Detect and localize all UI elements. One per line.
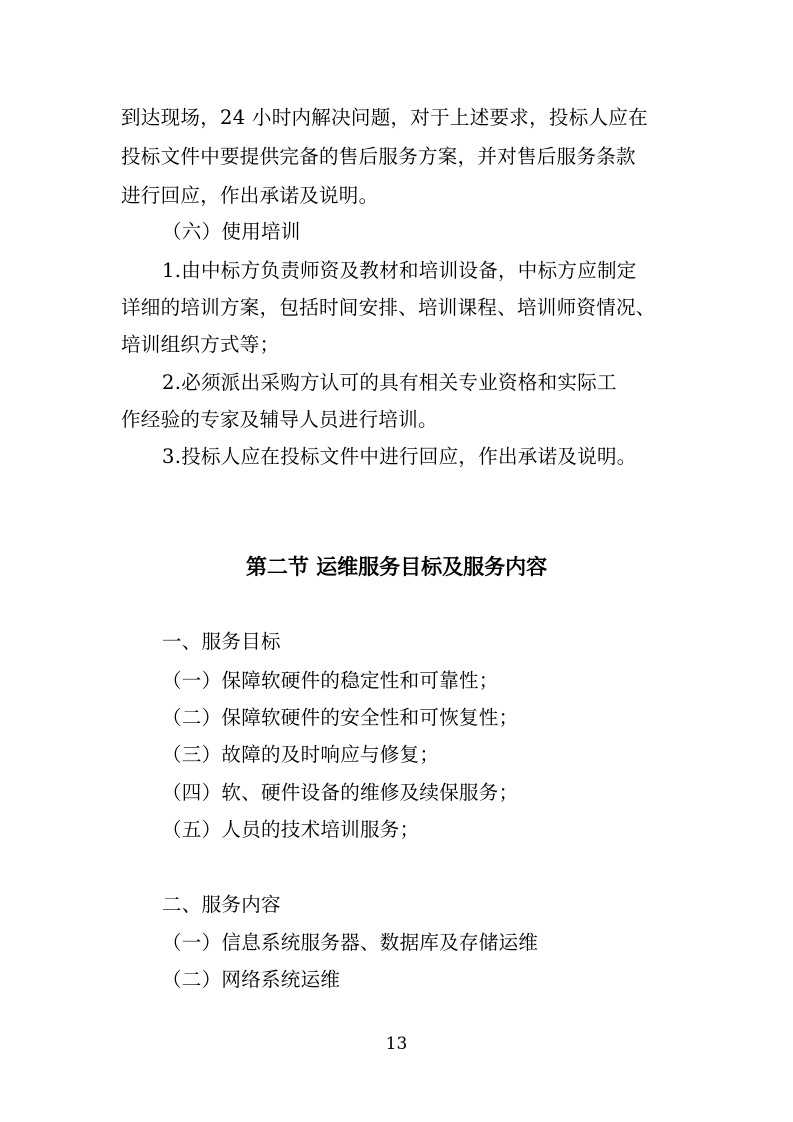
- paragraph-line: 投标文件中要提供完备的售后服务方案，并对售后服务条款: [121, 145, 636, 168]
- list-item: （一）信息系统服务器、数据库及存储运维: [162, 931, 539, 954]
- page-number: 13: [385, 1034, 408, 1054]
- subsection-heading: （六）使用培训: [162, 220, 301, 243]
- paragraph-line: 详细的培训方案，包括时间安排、培训课程、培训师资情况、: [121, 296, 656, 319]
- list-item: （三）故障的及时响应与修复；: [162, 743, 440, 766]
- list-item: （二）网络系统运维: [162, 968, 341, 991]
- paragraph-line: 3.投标人应在投标文件中进行回应，作出承诺及说明。: [162, 445, 637, 468]
- list-item: （四）软、硬件设备的维修及续保服务；: [162, 781, 519, 804]
- paragraph-line: 2.必须派出采购方认可的具有相关专业资格和实际工: [162, 371, 617, 394]
- paragraph-line: 进行回应，作出承诺及说明。: [121, 184, 379, 207]
- paragraph-line: 1.由中标方负责师资及教材和培训设备，中标方应制定: [162, 259, 637, 282]
- paragraph-line: 培训组织方式等；: [121, 333, 280, 356]
- content-heading: 二、服务内容: [162, 893, 281, 916]
- list-item: （二）保障软硬件的安全性和可恢复性；: [162, 706, 519, 729]
- list-item: （一）保障软硬件的稳定性和可靠性；: [162, 669, 499, 692]
- paragraph-line: 到达现场，24 小时内解决问题，对于上述要求，投标人应在: [121, 106, 648, 129]
- list-item: （五）人员的技术培训服务；: [162, 818, 420, 841]
- paragraph-line: 作经验的专家及辅导人员进行培训。: [121, 408, 438, 431]
- section-title: 第二节 运维服务目标及服务内容: [245, 555, 548, 579]
- goals-heading: 一、服务目标: [162, 630, 281, 653]
